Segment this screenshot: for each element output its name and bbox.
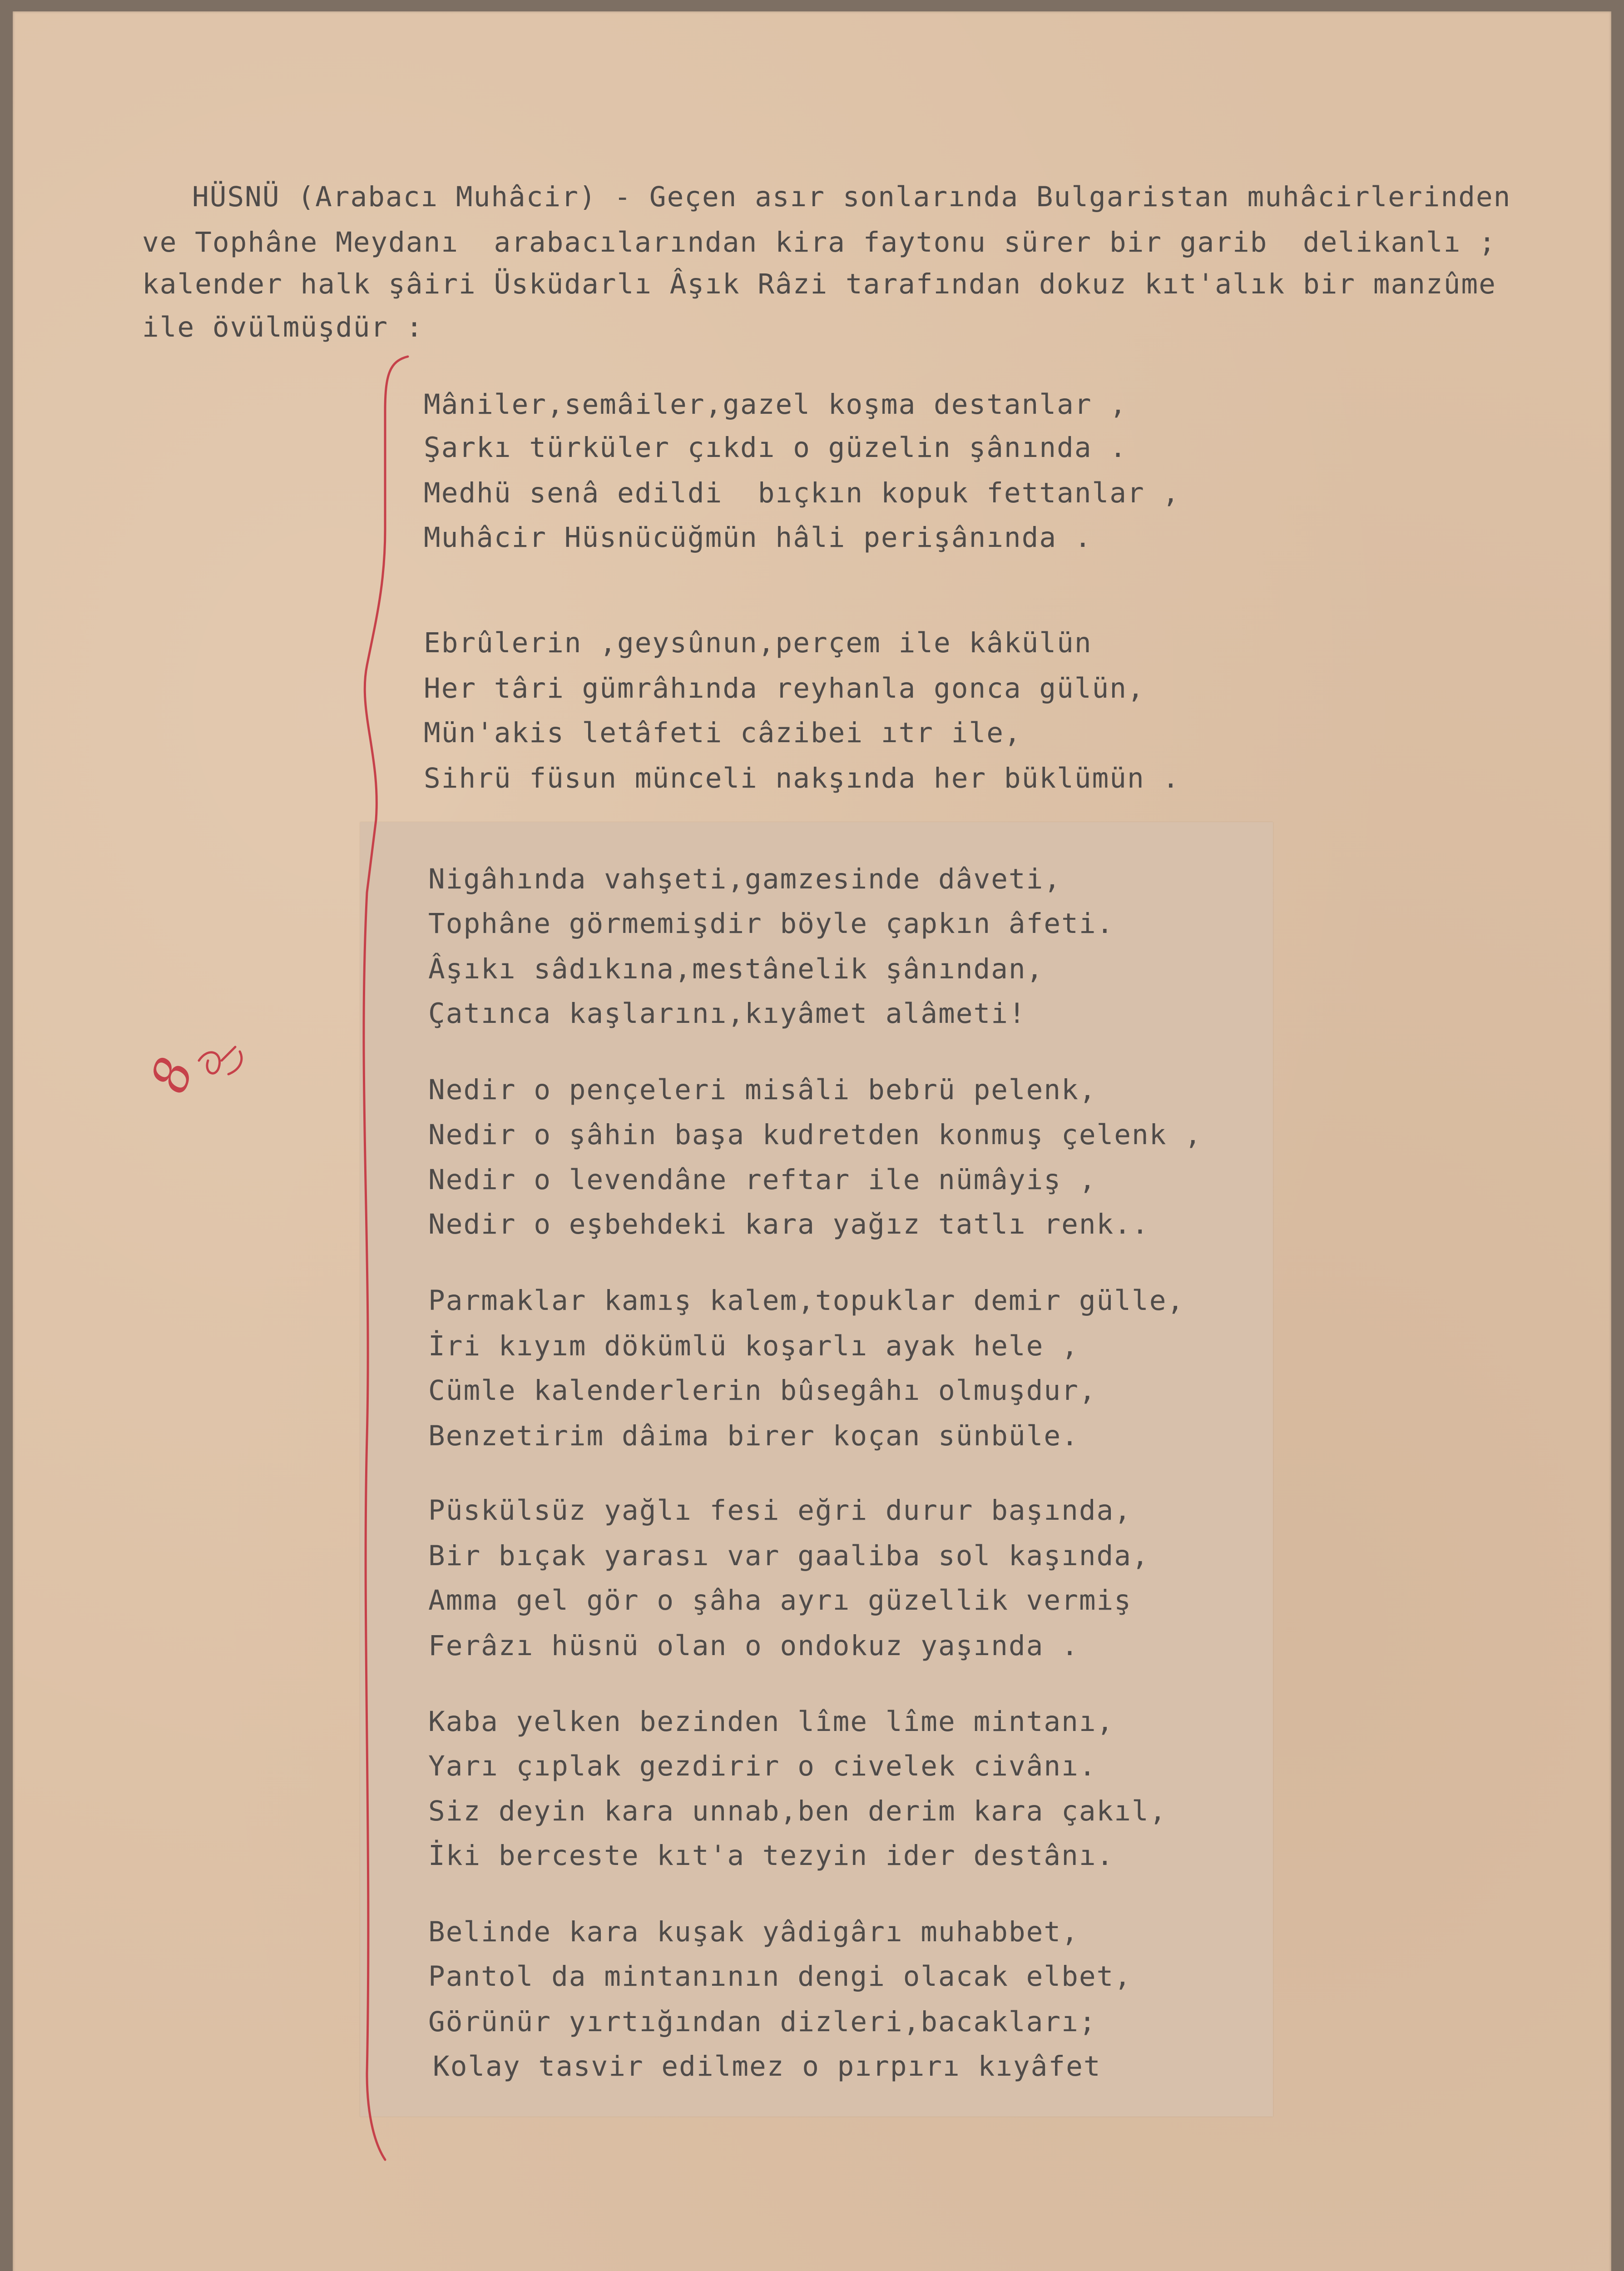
poem-line: Sihrü füsun münceli nakşında her büklümün . xyxy=(424,762,1180,794)
poem-line: Bir bıçak yarası var gaaliba sol kaşında, xyxy=(428,1540,1149,1572)
red-margin-bracket xyxy=(340,347,412,2164)
poem-line: Kolay tasvir edilmez o pırpırı kıyâfet xyxy=(433,2050,1101,2083)
poem-line: Âşıkı sâdıkına,mestânelik şânından, xyxy=(428,953,1044,985)
poem-line: Her târi gümrâhında reyhanla gonca gülün, xyxy=(424,672,1145,704)
poem-line: Kaba yelken bezinden lîme lîme mintanı, xyxy=(428,1706,1114,1738)
poem-line: Belinde kara kuşak yâdigârı muhabbet, xyxy=(428,1916,1079,1948)
poem-line: Pantol da mintanının dengi olacak elbet, xyxy=(428,1960,1132,1993)
poem-line: Çatınca kaşlarını,kıyâmet alâmeti! xyxy=(428,997,1026,1030)
poem-line: İki berceste kıt'a tezyin ider destânı. xyxy=(428,1840,1114,1872)
poem-line: Nedir o eşbehdeki kara yağız tatlı renk.. xyxy=(428,1208,1149,1240)
poem-line: Nigâhında vahşeti,gamzesinde dâveti, xyxy=(428,863,1062,895)
poem-line: Nedir o pençeleri misâli bebrü pelenk, xyxy=(428,1074,1097,1106)
poem-line: Cümle kalenderlerin bûsegâhı olmuşdur, xyxy=(428,1374,1097,1407)
poem-line: Şarkı türküler çıkdı o güzelin şânında . xyxy=(424,431,1128,464)
poem-line: İri kıyım dökümlü koşarlı ayak hele , xyxy=(428,1330,1079,1362)
poem-line: Ebrûlerin ,geysûnun,perçem ile kâkülün xyxy=(424,627,1092,659)
poem-line: Medhü senâ edildi bıçkın kopuk fettanlar , xyxy=(424,477,1180,509)
handwritten-page-number-mark xyxy=(131,1006,267,1133)
poem-line: Siz deyin kara unnab,ben derim kara çakıl, xyxy=(428,1795,1167,1827)
poem-line: Muhâcir Hüsnücüğmün hâli perişânında . xyxy=(424,521,1092,554)
poem-line: Mâniler,semâiler,gazel koşma destanlar , xyxy=(424,388,1128,421)
poem-line: Parmaklar kamış kalem,topuklar demir gülle, xyxy=(428,1284,1185,1317)
poem-line: Nedir o şâhin başa kudretden konmuş çelenk , xyxy=(428,1119,1202,1151)
poem-line: Tophâne görmemişdir böyle çapkın âfeti. xyxy=(428,907,1114,940)
intro-line: HÜSNÜ (Arabacı Muhâcir) - Geçen asır sonlarında Bulgaristan muhâcirlerinden xyxy=(192,181,1511,213)
poem-line: Mün'akis letâfeti câzibei ıtr ile, xyxy=(424,717,1022,749)
poem-line: Ferâzı hüsnü olan o ondokuz yaşında . xyxy=(428,1630,1079,1662)
poem-line: Nedir o levendâne reftar ile nümâyiş , xyxy=(428,1164,1097,1196)
poem-line: Yarı çıplak gezdirir o civelek civânı. xyxy=(428,1750,1097,1782)
document-page xyxy=(13,11,1611,2271)
intro-line: ile övülmüşdür : xyxy=(142,311,424,343)
poem-line: Amma gel gör o şâha ayrı güzellik vermiş xyxy=(428,1584,1132,1616)
intro-line: kalender halk şâiri Üsküdarlı Âşık Râzi tarafından dokuz kıt'alık bir manzûme xyxy=(142,268,1496,300)
handwritten-number: 8 xyxy=(139,1050,205,1100)
poem-line: Püskülsüz yağlı fesi eğri durur başında, xyxy=(428,1494,1132,1527)
intro-line: ve Tophâne Meydanı arabacılarından kira faytonu sürer bir garib delikanlı ; xyxy=(142,226,1496,258)
poem-line: Görünür yırtığından dizleri,bacakları; xyxy=(428,2006,1097,2038)
poem-line: Benzetirim dâima birer koçan sünbüle. xyxy=(428,1420,1079,1452)
